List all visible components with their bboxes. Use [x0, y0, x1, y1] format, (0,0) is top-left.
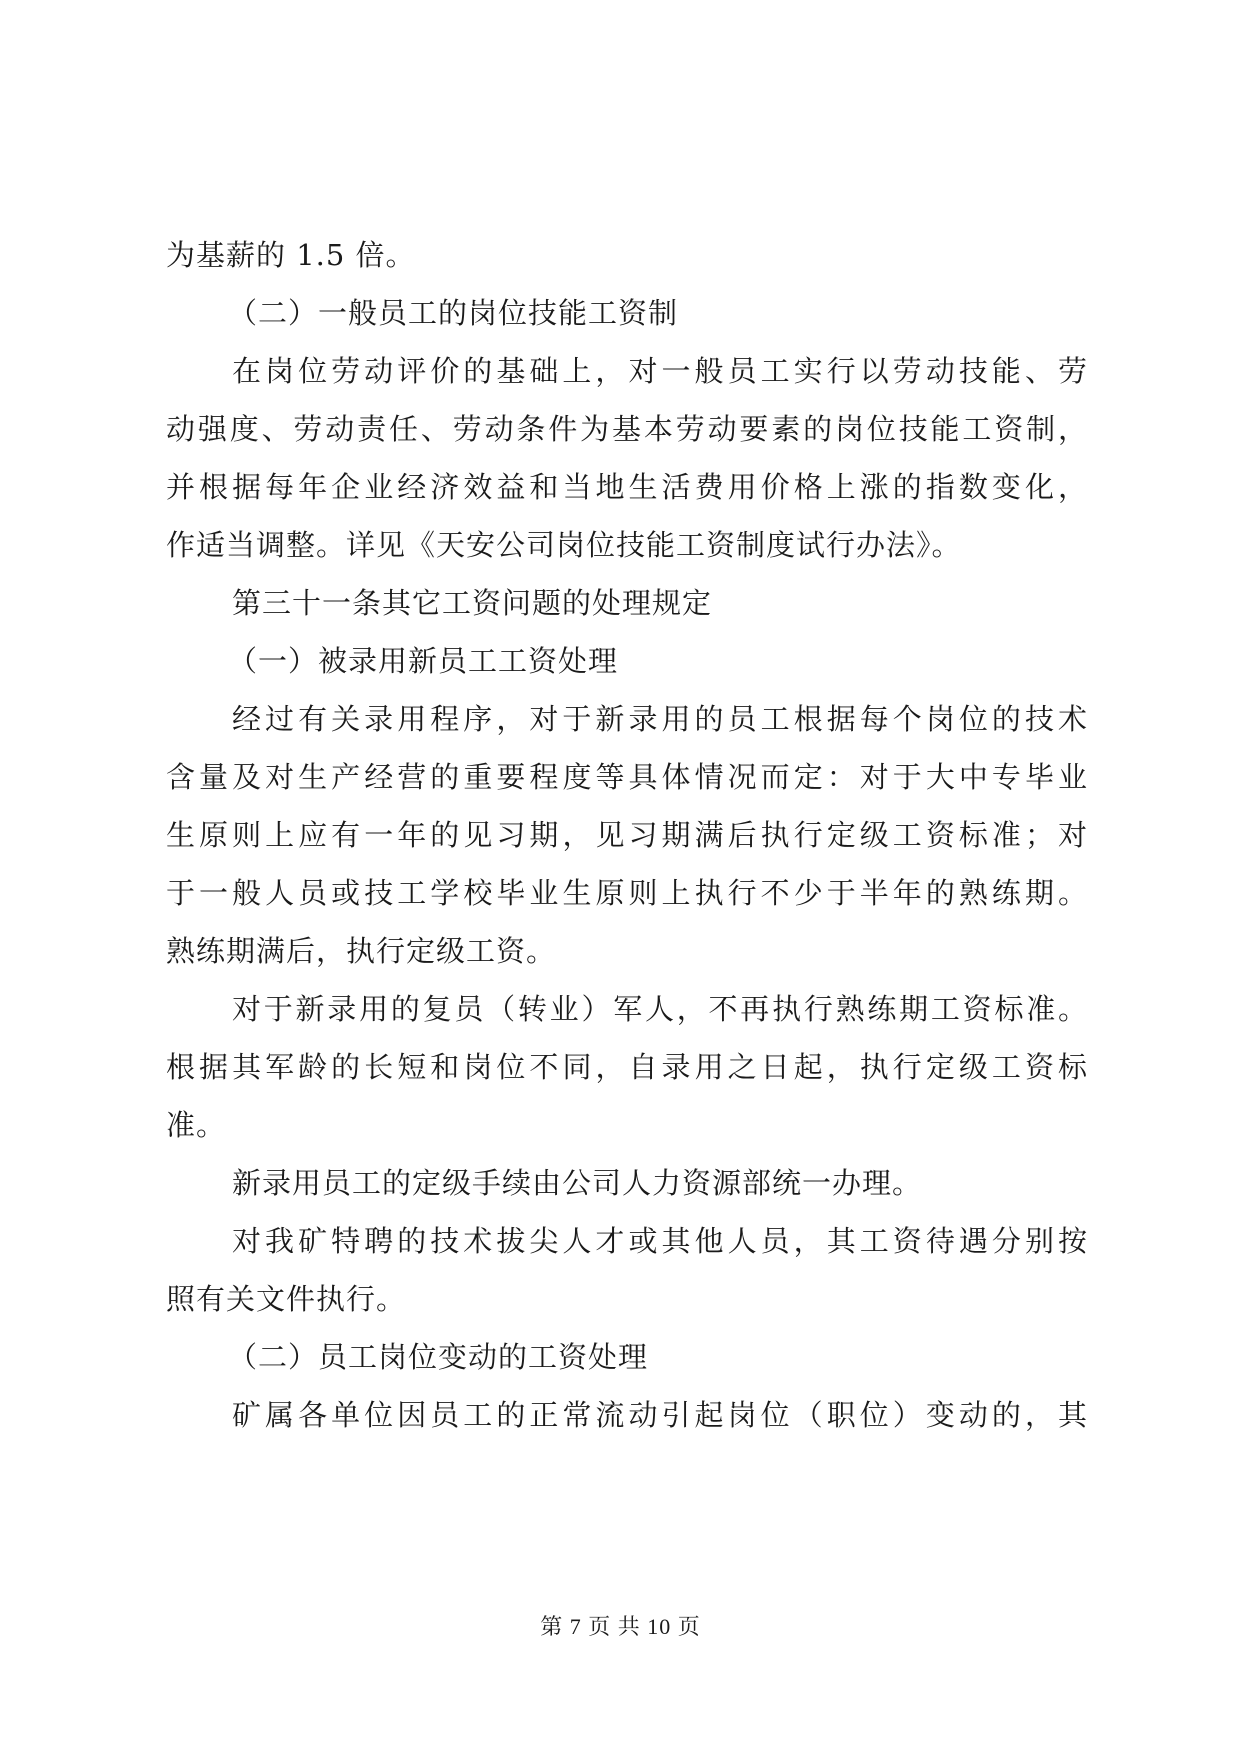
paragraph-line: 根据其军龄的长短和岗位不同，自录用之日起，执行定级工资标: [166, 1050, 1088, 1084]
paragraph-line: 经过有关录用程序，对于新录用的员工根据每个岗位的技术: [232, 702, 1088, 736]
paragraph-line: 动强度、劳动责任、劳动条件为基本劳动要素的岗位技能工资制，: [166, 412, 1088, 446]
paragraph-line: 矿属各单位因员工的正常流动引起岗位（职位）变动的，其: [232, 1398, 1088, 1432]
paragraph-line: 照有关文件执行。: [166, 1282, 407, 1316]
paragraph-line: 在岗位劳动评价的基础上，对一般员工实行以劳动技能、劳: [232, 354, 1088, 388]
paragraph-line: 准。: [166, 1108, 227, 1142]
paragraph-line: 为基薪的 1.5 倍。: [166, 238, 416, 272]
section-heading: （二）一般员工的岗位技能工资制: [228, 296, 679, 330]
paragraph-line: 对于新录用的复员（转业）军人，不再执行熟练期工资标准。: [232, 992, 1088, 1026]
paragraph-line: 含量及对生产经营的重要程度等具体情况而定：对于大中专毕业: [166, 760, 1088, 794]
paragraph-line: 作适当调整。详见《天安公司岗位技能工资制度试行办法》。: [166, 528, 962, 562]
paragraph-line: 于一般人员或技工学校毕业生原则上执行不少于半年的熟练期。: [166, 876, 1088, 910]
section-heading: （二）员工岗位变动的工资处理: [228, 1340, 649, 1374]
paragraph-line: 并根据每年企业经济效益和当地生活费用价格上涨的指数变化，: [166, 470, 1088, 504]
paragraph-line: 熟练期满后，执行定级工资。: [166, 934, 557, 968]
section-heading: （一）被录用新员工工资处理: [228, 644, 619, 678]
paragraph-line: 新录用员工的定级手续由公司人力资源部统一办理。: [232, 1166, 923, 1200]
paragraph-line: 生原则上应有一年的见习期，见习期满后执行定级工资标准；对: [166, 818, 1088, 852]
paragraph-line: 对我矿特聘的技术拔尖人才或其他人员，其工资待遇分别按: [232, 1224, 1088, 1258]
article-heading: 第三十一条其它工资问题的处理规定: [232, 586, 713, 620]
document-body: [166, 226, 1088, 1444]
page-number-footer: 第 7 页 共 10 页: [540, 1614, 701, 1639]
